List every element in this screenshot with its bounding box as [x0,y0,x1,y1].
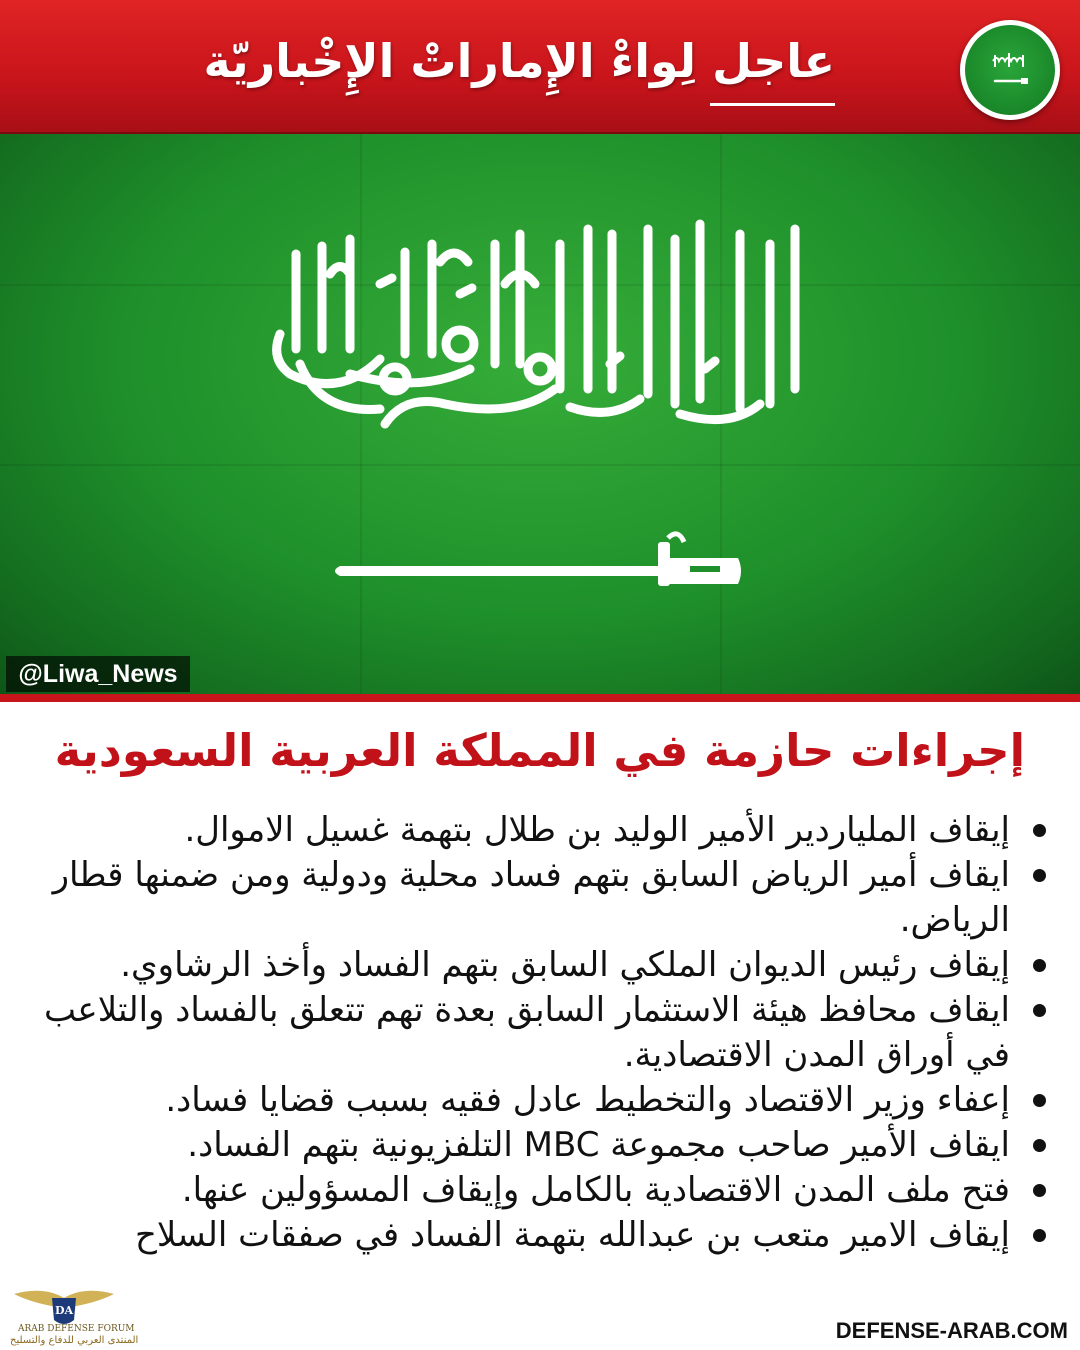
bullet-icon [1033,824,1046,837]
bullet-icon [1033,1094,1046,1107]
list-item-text: فتح ملف المدن الاقتصادية بالكامل وإيقاف المسؤولين عنها. [181,1170,1010,1210]
list-item-text: ايقاف الأمير صاحب مجموعة MBC التلفزيونية بتهم الفساد. [187,1125,1010,1165]
bullet-icon [1033,1229,1046,1242]
list-item-text: ايقاف أمير الرياض السابق بتهم فساد محلية ودولية ومن ضمنها قطار الرياض. [52,855,1010,940]
news-header-bar [0,0,1080,134]
watermark-name-en: ARAB DEFENSE FORUM [18,1324,135,1334]
list-item [12,943,1052,988]
news-items-list [12,808,1052,1258]
list-item [12,853,1052,943]
twitter-handle-tag: @Liwa_News [6,656,190,692]
bullet-icon [1033,1004,1046,1017]
bullet-icon [1033,1139,1046,1152]
watermark-name-ar: المنتدى العربي للدفاع والتسليح [10,1335,139,1346]
bullet-icon [1033,869,1046,882]
list-item-text: ايقاف محافظ هيئة الاستثمار السابق بعدة تهم تتعلق بالفساد والتلاعب في أوراق المدن الاقتصادية. [44,990,1010,1075]
saudi-flag-image [0,134,1080,694]
header-title: عاجل لِواءْ الإِماراتْ الإِخْباريّة [203,34,835,88]
svg-text:DA: DA [54,1304,74,1317]
bullet-icon [1033,1184,1046,1197]
bullet-icon [1033,959,1046,972]
section-divider [0,694,1080,702]
watermark-url: DEFENSE-ARAB.COM [835,1318,1068,1343]
sword-icon [335,534,741,586]
list-item [12,808,1052,853]
list-item [12,988,1052,1078]
list-item [12,1078,1052,1123]
list-item-text: إيقاف رئيس الديوان الملكي السابق بتهم الفساد وأخذ الرشاوي. [120,945,1010,985]
saudi-flag-circle-icon [960,20,1060,120]
list-item [12,1213,1052,1258]
list-item [12,1168,1052,1213]
list-item-text: إيقاف الملياردير الأمير الوليد بن طلال بتهمة غسيل الاموال. [184,810,1010,850]
header-title-underline [710,103,835,106]
shahada-calligraphy [0,134,1080,694]
article-headline: إجراءات حازمة في المملكة العربية السعودية [54,724,1025,777]
list-item-text: إيقاف الامير متعب بن عبدالله بتهمة الفساد في صفقات السلاح [134,1215,1010,1255]
list-item-text: إعفاء وزير الاقتصاد والتخطيط عادل فقيه بسبب قضايا فساد. [165,1080,1010,1120]
list-item [12,1123,1052,1168]
